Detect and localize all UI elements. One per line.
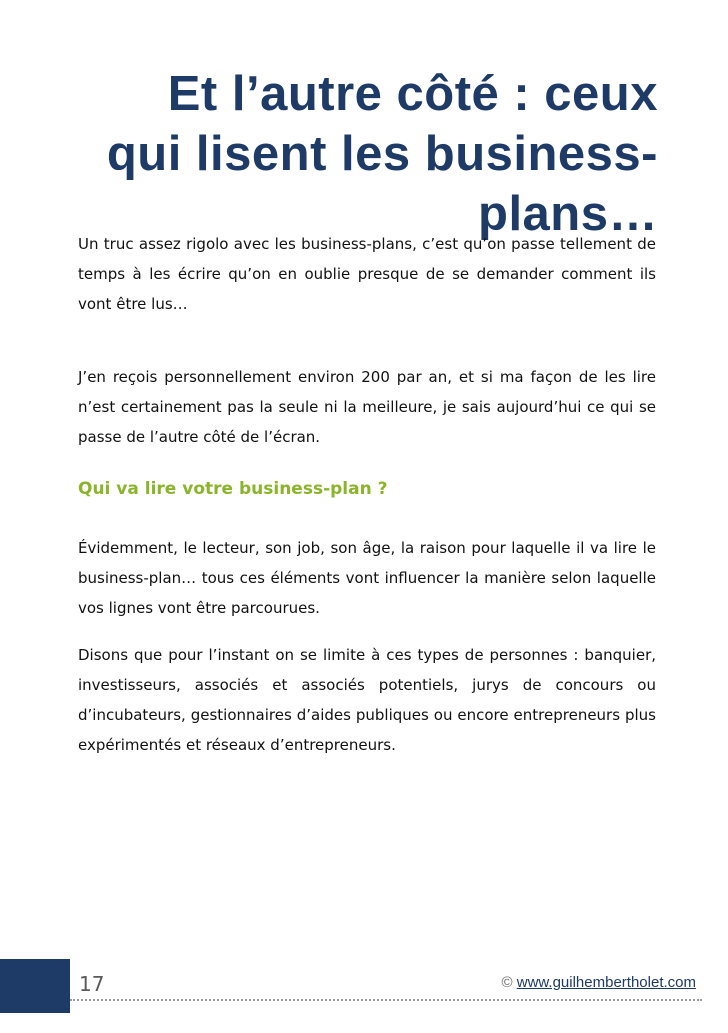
- page-number: 17: [79, 972, 105, 996]
- title-line-1: Et l’autre côté : ceux: [167, 67, 658, 121]
- footer-credit: [502, 974, 696, 991]
- experience-paragraph: J’en reçois personnellement environ 200 par an, et si ma façon de les lire n’est certainement pas la seule ni la meilleure, je sais aujourd’hui ce qui se passe de l’autre côté de l’écran.: [78, 368, 656, 446]
- title-line-2: qui lisent les business-: [106, 127, 658, 181]
- reader-paragraph: Évidemment, le lecteur, son job, son âge, la raison pour laquelle il va lire le business-plan… tous ces éléments vont influencer la manière selon laquelle vos lignes vont être parcourues.: [78, 539, 656, 617]
- title-line-3: plans…: [478, 187, 658, 241]
- section-heading: Qui va lire votre business-plan ?: [78, 479, 388, 499]
- website-link[interactable]: www.guilhembertholet.com: [516, 974, 696, 991]
- reader-types-paragraph: Disons que pour l’instant on se limite à ces types de personnes : banquier, investisseurs, associés et associés potentiels, jurys de concours ou d’incubateurs, gestionnaires d’aides publiques ou encore entrepreneurs plus expérimentés et réseaux d’entrepreneurs.: [78, 646, 656, 754]
- copyright-symbol: ©: [501, 974, 513, 991]
- footer-color-band: [0, 959, 70, 1013]
- intro-paragraph: Un truc assez rigolo avec les business-plans, c’est qu’on passe tellement de temps à les écrire qu’on en oublie presque de se demander comment ils vont être lus…: [78, 235, 656, 313]
- page-title: [70, 64, 658, 244]
- footer-divider: [70, 999, 702, 1001]
